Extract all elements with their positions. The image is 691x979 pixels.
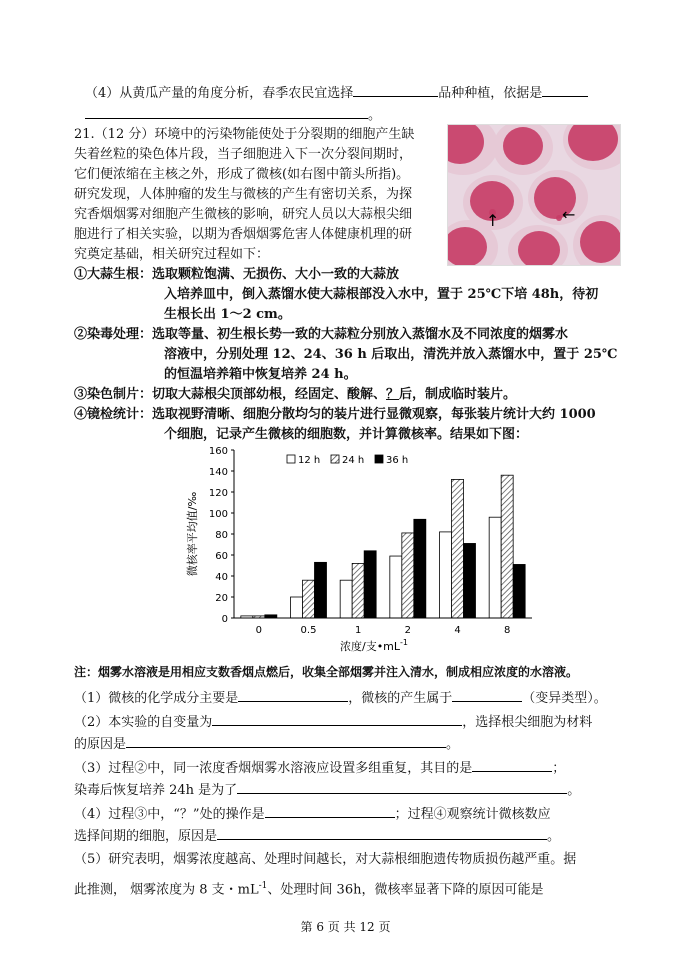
- y-tick-label: 120: [208, 488, 228, 499]
- question-2-cont: [74, 733, 459, 755]
- q3-text-b: ；: [552, 761, 566, 776]
- answer-blank[interactable]: [237, 779, 567, 794]
- legend-label: 36 h: [386, 455, 409, 466]
- y-axis-label: 微核率平均值/‰: [186, 491, 199, 577]
- answer-blank[interactable]: [542, 82, 588, 97]
- step-4-cont: 个细胞，记录产生微核的细胞数，并计算微核率。结果如下图：: [164, 427, 529, 442]
- legend-label: 12 h: [298, 455, 321, 466]
- q2-text-d: 。: [446, 737, 460, 752]
- q4-text-d: 。: [547, 829, 561, 844]
- answer-blank[interactable]: [85, 104, 368, 119]
- x-axis: [234, 618, 532, 636]
- q4-top-text-b: 品种种植，依据是: [438, 86, 543, 101]
- step-1-cont: 入培养皿中，倒入蒸馏水使大蒜根部没入水中，置于 25℃下培 48h，待初: [164, 287, 599, 302]
- answer-blank[interactable]: [353, 82, 438, 97]
- bar-12h-4: [440, 532, 452, 618]
- question-1: [74, 687, 607, 709]
- q2-text-c: 的原因是: [74, 737, 127, 752]
- page-footer: 第 6 页 共 12 页: [300, 920, 391, 934]
- step-1: ①大蒜生根：选取颗粒饱满、无损伤、大小一致的大蒜放: [74, 267, 400, 282]
- question-3-cont: [74, 779, 580, 801]
- q4-text-b: ；过程④观察统计微核数应: [394, 807, 551, 822]
- y-tick-label: 140: [208, 467, 228, 478]
- bar-36h-0.5: [315, 562, 327, 618]
- x-tick-label: 0: [255, 625, 263, 636]
- micronucleus-bar-chart: [182, 440, 542, 660]
- q3-text-c: 染毒后恢复培养 24h 是为了: [74, 783, 238, 798]
- bar-24h-4: [452, 479, 464, 618]
- step-1-cont: 生根长出 1～2 cm。: [164, 307, 291, 322]
- y-tick-label: 60: [215, 551, 228, 562]
- step-3-text: ③染色制片：切取大蒜根尖顶部幼根，经固定、酸解、: [74, 387, 387, 402]
- step-2-cont: 溶液中，分别处理 12、24、36 h 后取出，清洗并放入蒸馏水中，置于 25℃: [164, 347, 618, 362]
- q1-text-c: （变异类型）。: [522, 691, 607, 706]
- question-5-cont: [74, 876, 543, 900]
- step-2-cont: 的恒温培养箱中恢复培养 24 h。: [164, 367, 357, 382]
- y-tick-label: 20: [215, 593, 228, 604]
- x-tick-label: 4: [454, 625, 461, 636]
- y-axis: [209, 446, 234, 625]
- q5-superscript: -1: [258, 881, 268, 891]
- step-3: [74, 385, 516, 405]
- question-5: （5）研究表明，烟雾浓度越高、处理时间越长，对大蒜根细胞遗传物质损伤越严重。据: [74, 852, 577, 867]
- question-4: [74, 803, 551, 825]
- bar-24h-2: [402, 533, 414, 618]
- bar-24h-0.5: [303, 580, 315, 618]
- bar-36h-4: [464, 543, 476, 618]
- question-3: [74, 757, 565, 779]
- answer-blank[interactable]: [238, 687, 348, 702]
- bar-36h-1: [364, 551, 376, 618]
- q21-line: 21.（12 分）环境中的污染物能使处于分裂期的细胞产生缺: [74, 127, 415, 142]
- bar-36h-8: [513, 564, 525, 618]
- q5-text-b: 、处理时间 36h，微核率显著下降的原因可能是: [267, 882, 544, 898]
- q21-line: 它们便浓缩在主核之外，形成了微核(如右图中箭头所指)。: [74, 167, 410, 182]
- chart-note: 注：烟雾水溶液是用相应支数香烟点燃后，收集全部烟雾并注入清水，制成相应浓度的水溶液。: [74, 665, 579, 679]
- answer-blank[interactable]: [265, 803, 395, 818]
- bar-12h-2: [390, 556, 402, 618]
- q4-top-line1: [85, 82, 588, 104]
- q21-line: 失着丝粒的染色体片段，当子细胞进入下一次分裂间期时，: [74, 147, 413, 162]
- q21-line: 究香烟烟雾对细胞产生微核的影响，研究人员以大蒜根尖细: [74, 207, 413, 222]
- y-tick-label: 80: [215, 530, 228, 541]
- micronucleus-micrograph: [447, 124, 621, 266]
- q5-text-a: 此推测， 烟雾浓度为 8 支・mL: [74, 882, 259, 898]
- q4-text-a: （4）过程③中，“？”处的操作是: [74, 807, 265, 822]
- y-tick-label: 0: [221, 614, 228, 625]
- answer-blank[interactable]: [452, 687, 522, 702]
- x-tick-label: 0.5: [300, 625, 317, 636]
- q2-text-b: ，选择根尖细胞为材料: [462, 715, 593, 730]
- q3-text-a: （3）过程②中，同一浓度香烟烟雾水溶液应设置多组重复，其目的是: [74, 761, 473, 776]
- x-axis-label: 浓度/支$•mL^{-1}$: [339, 638, 409, 653]
- y-tick-label: 40: [215, 572, 228, 583]
- q1-text-b: ，微核的产生属于: [348, 691, 453, 706]
- bar-36h-2: [414, 519, 426, 618]
- y-tick-label: 160: [208, 446, 228, 457]
- x-tick-label: 2: [404, 625, 412, 636]
- step-3-tail: 后，制成临时装片。: [399, 387, 517, 402]
- q4-text-c: 选择间期的细胞，原因是: [74, 829, 218, 844]
- q4-top-line2: [85, 104, 381, 126]
- q1-text-a: （1）微核的化学成分主要是: [74, 691, 239, 706]
- step-4: ④镜检统计：选取视野清晰、细胞分散均匀的装片进行显微观察，每张装片统计大约 1000: [74, 407, 596, 422]
- bar-12h-0.5: [291, 597, 303, 618]
- q21-line: 胞进行了相关实验，以期为香烟烟雾危害人体健康机理的研: [74, 227, 413, 242]
- legend: [287, 455, 408, 466]
- q4-top-end: 。: [368, 108, 382, 123]
- x-tick-label: 8: [503, 625, 511, 636]
- bar-24h-1: [352, 563, 364, 618]
- q2-text-a: （2）本实验的自变量为: [74, 715, 213, 730]
- legend-swatch: [331, 455, 339, 463]
- arrow-left-icon: ←: [562, 205, 576, 224]
- bar-24h-8: [501, 475, 513, 618]
- answer-blank[interactable]: [126, 733, 446, 748]
- bar-12h-8: [489, 517, 501, 618]
- x-tick-label: 1: [354, 625, 362, 636]
- arrow-up-icon: ↑: [486, 211, 500, 230]
- q21-line: 究奠定基础，相关研究过程如下：: [74, 247, 270, 262]
- legend-swatch: [287, 455, 295, 463]
- answer-blank[interactable]: [472, 757, 552, 772]
- legend-swatch: [375, 455, 383, 463]
- q3-text-d: 。: [567, 783, 581, 798]
- step-2: ②染毒处理：选取等量、初生根长势一致的大蒜粒分别放入蒸馏水及不同浓度的烟雾水: [74, 327, 569, 342]
- bars: [241, 475, 525, 618]
- y-tick-label: 100: [208, 509, 228, 520]
- answer-blank[interactable]: [217, 825, 547, 840]
- q4-top-text-a: （4）从黄瓜产量的角度分析，春季农民宜选择: [85, 86, 354, 101]
- q21-line: 研究发现，人体肿瘤的发生与微核的产生有密切关系，为探: [74, 187, 413, 202]
- legend-label: 24 h: [342, 455, 365, 466]
- question-2: [74, 711, 592, 733]
- bar-12h-1: [340, 580, 352, 618]
- step-3-blank: ？: [386, 387, 400, 402]
- question-4-cont: [74, 825, 560, 847]
- answer-blank[interactable]: [212, 711, 462, 726]
